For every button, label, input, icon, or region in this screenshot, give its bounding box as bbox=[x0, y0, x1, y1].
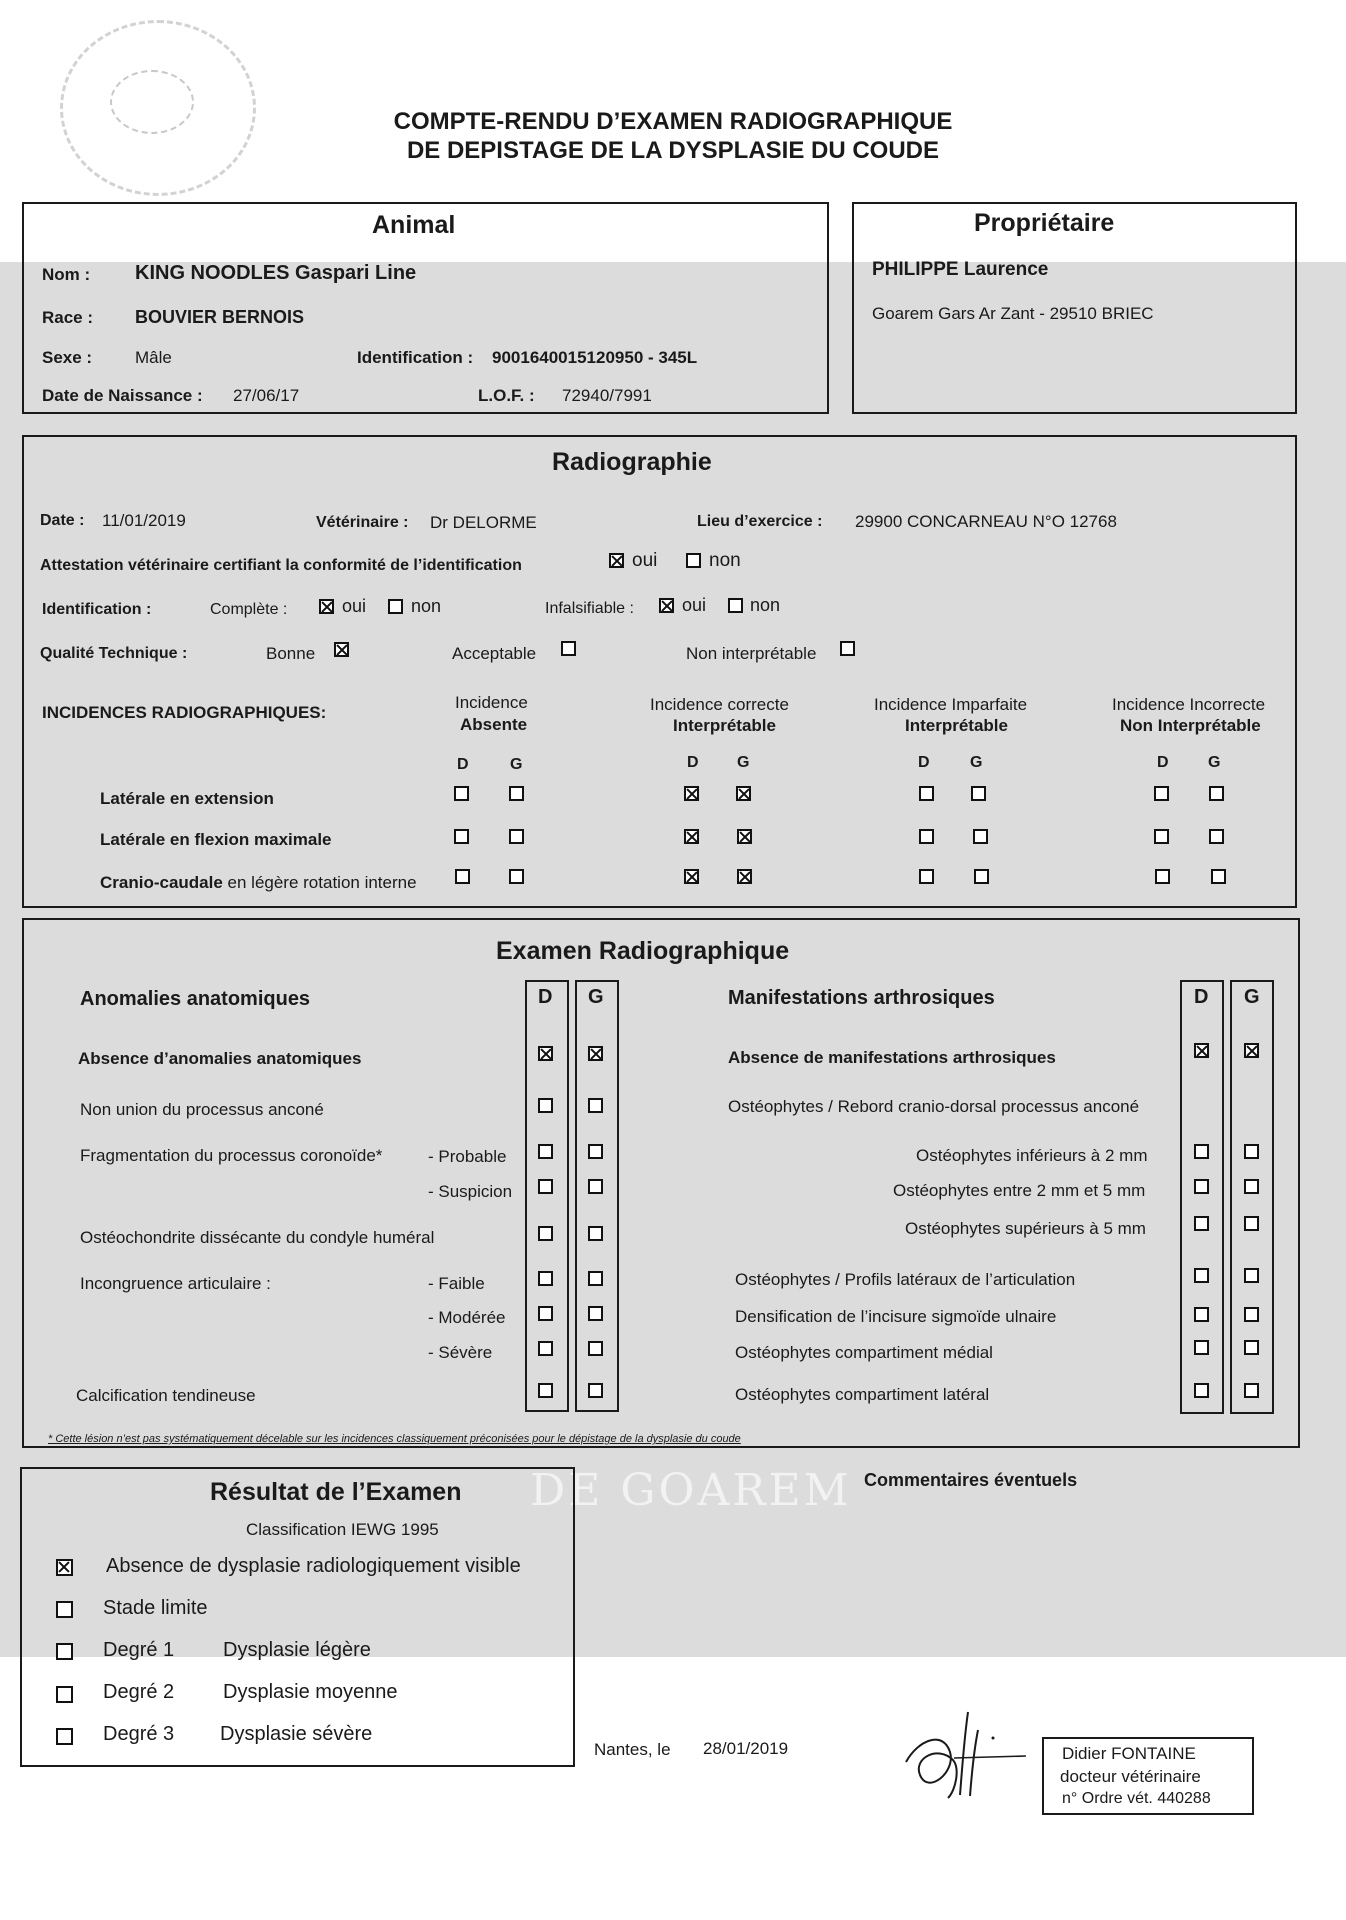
complete-non-label: non bbox=[411, 596, 442, 616]
sexe-label: Sexe : bbox=[42, 348, 93, 367]
moderee-label: - Modérée bbox=[428, 1308, 506, 1327]
qualite-label: Qualité Technique : bbox=[40, 645, 188, 662]
incidence-r1-imparfaite-g[interactable] bbox=[971, 786, 986, 801]
osteo-profils-g-checkbox[interactable] bbox=[1244, 1268, 1259, 1283]
osteochondrite-g-checkbox[interactable] bbox=[588, 1226, 603, 1241]
naissance-label: Date de Naissance : bbox=[42, 386, 203, 405]
densification-label: Densification de l’incisure sigmoïde ulnaire bbox=[735, 1307, 1057, 1326]
osteo-lateral-label: Ostéophytes compartiment latéral bbox=[735, 1385, 990, 1404]
resultat-degre1-checkbox[interactable] bbox=[56, 1643, 73, 1660]
handwritten-signature-icon bbox=[898, 1700, 1028, 1810]
calcification-label: Calcification tendineuse bbox=[76, 1386, 256, 1405]
osteo-inf2-label: Ostéophytes inférieurs à 2 mm bbox=[916, 1146, 1148, 1165]
densification-d-checkbox[interactable] bbox=[1194, 1307, 1209, 1322]
incidence-r2-incorrecte-g[interactable] bbox=[1209, 829, 1224, 844]
osteo-rebord-label: Ostéophytes / Rebord cranio-dorsal processus anconé bbox=[728, 1097, 1140, 1116]
osteo-profils-d-checkbox[interactable] bbox=[1194, 1268, 1209, 1283]
incidence-r1-incorrecte-g[interactable] bbox=[1209, 786, 1224, 801]
resultat-degre3-label: Degré 3 bbox=[103, 1723, 175, 1745]
dg-d-3: D bbox=[918, 754, 930, 771]
manifestations-d-header: D bbox=[1194, 986, 1209, 1008]
col-absente-l1: Incidence bbox=[455, 693, 528, 712]
radiographie-title: Radiographie bbox=[552, 448, 712, 476]
osteo-sup5-label: Ostéophytes supérieurs à 5 mm bbox=[905, 1219, 1146, 1238]
infalsifiable-label: Infalsifiable : bbox=[545, 600, 634, 617]
moderee-g-checkbox[interactable] bbox=[588, 1306, 603, 1321]
absence-anomalies-label: Absence d’anomalies anatomiques bbox=[78, 1049, 362, 1068]
resultat-degre1-label: Degré 1 bbox=[103, 1639, 175, 1661]
resultat-absence-checkbox[interactable] bbox=[56, 1559, 73, 1576]
signature-date: 28/01/2019 bbox=[703, 1739, 789, 1758]
severe-d-checkbox[interactable] bbox=[538, 1341, 553, 1356]
resultat-stade-limite-checkbox[interactable] bbox=[56, 1601, 73, 1618]
faible-d-checkbox[interactable] bbox=[538, 1271, 553, 1286]
nom-value: KING NOODLES Gaspari Line bbox=[135, 262, 417, 284]
animal-title: Animal bbox=[372, 211, 456, 239]
resultat-degre1-desc: Dysplasie légère bbox=[223, 1639, 371, 1661]
nom-label: Nom : bbox=[42, 265, 91, 284]
dg-d-4: D bbox=[1157, 754, 1169, 771]
date-value: 11/01/2019 bbox=[102, 511, 186, 530]
signature-lieu-date-label: Nantes, le bbox=[594, 1740, 671, 1759]
complete-label: Complète : bbox=[210, 601, 288, 618]
manifestations-title: Manifestations arthrosiques bbox=[728, 987, 995, 1009]
probable-label: - Probable bbox=[428, 1147, 507, 1166]
identification-row-label: Identification : bbox=[42, 601, 152, 618]
incidence-r2-imparfaite-g[interactable] bbox=[973, 829, 988, 844]
attestation-label: Attestation vétérinaire certifiant la conformité de l’identification bbox=[40, 557, 522, 574]
complete-oui-checkbox[interactable] bbox=[319, 599, 334, 614]
dg-d-1: D bbox=[457, 756, 469, 773]
race-label: Race : bbox=[42, 308, 94, 327]
sexe-value: Mâle bbox=[135, 348, 172, 367]
anomalies-d-header: D bbox=[538, 986, 553, 1008]
calcification-d-checkbox[interactable] bbox=[538, 1383, 553, 1398]
anomalies-title: Anomalies anatomiques bbox=[80, 988, 311, 1010]
osteo-medial-d-checkbox[interactable] bbox=[1194, 1340, 1209, 1355]
incidence-r1-correcte-d[interactable] bbox=[684, 786, 699, 801]
osteo-sup5-g-checkbox[interactable] bbox=[1244, 1216, 1259, 1231]
col-correcte-l2: Interprétable bbox=[673, 716, 776, 735]
resultat-degre2-desc: Dysplasie moyenne bbox=[223, 1681, 398, 1703]
incidence-r1-absente-g[interactable] bbox=[509, 786, 524, 801]
dg-g-4: G bbox=[1208, 754, 1221, 771]
veterinarian-name: Didier FONTAINE bbox=[1062, 1744, 1196, 1763]
incidence-r3-absente-d[interactable] bbox=[455, 869, 470, 884]
suspicion-g-checkbox[interactable] bbox=[588, 1179, 603, 1194]
proprietaire-title: Propriétaire bbox=[974, 209, 1115, 237]
incidence-r2-imparfaite-d[interactable] bbox=[919, 829, 934, 844]
identification-label: Identification : bbox=[357, 348, 474, 367]
col-imparfaite-l1: Incidence Imparfaite bbox=[874, 695, 1028, 714]
osteo-lateral-d-checkbox[interactable] bbox=[1194, 1383, 1209, 1398]
identification-value: 9001640015120950 - 345L bbox=[492, 348, 698, 367]
dg-g-3: G bbox=[970, 754, 983, 771]
incidence-r2-correcte-d[interactable] bbox=[684, 829, 699, 844]
classification-label: Classification IEWG 1995 bbox=[246, 1520, 439, 1539]
osteo-2-5-label: Ostéophytes entre 2 mm et 5 mm bbox=[893, 1181, 1146, 1200]
col-absente-l2: Absente bbox=[460, 715, 528, 734]
col-incorrecte-l2: Non Interprétable bbox=[1120, 716, 1261, 735]
lieu-value: 29900 CONCARNEAU N°O 12768 bbox=[855, 512, 1117, 531]
lof-label: L.O.F. : bbox=[478, 386, 535, 405]
incongruence-label: Incongruence articulaire : bbox=[80, 1274, 271, 1293]
probable-g-checkbox[interactable] bbox=[588, 1144, 603, 1159]
absence-manifestations-g-checkbox[interactable] bbox=[1244, 1043, 1259, 1058]
absence-manifestations-label: Absence de manifestations arthrosiques bbox=[728, 1048, 1056, 1067]
osteo-inf2-g-checkbox[interactable] bbox=[1244, 1144, 1259, 1159]
incidence-r1-absente-d[interactable] bbox=[454, 786, 469, 801]
incidence-r3-correcte-g[interactable] bbox=[737, 869, 752, 884]
col-incorrecte-l1: Incidence Incorrecte bbox=[1112, 695, 1266, 714]
suspicion-label: - Suspicion bbox=[428, 1182, 513, 1201]
fragmentation-label: Fragmentation du processus coronoïde* bbox=[80, 1146, 383, 1165]
veterinarian-ordre: n° Ordre vét. 440288 bbox=[1062, 1790, 1211, 1807]
resultat-title: Résultat de l’Examen bbox=[210, 1478, 462, 1506]
attestation-oui-label: oui bbox=[632, 550, 658, 571]
complete-oui-label: oui bbox=[342, 596, 367, 616]
lieu-label: Lieu d’exercice : bbox=[697, 513, 823, 530]
resultat-degre3-checkbox[interactable] bbox=[56, 1728, 73, 1745]
anomalies-g-header: G bbox=[588, 986, 604, 1008]
naissance-value: 27/06/17 bbox=[233, 386, 300, 405]
severe-g-checkbox[interactable] bbox=[588, 1341, 603, 1356]
col-correcte-l1: Incidence correcte bbox=[650, 695, 789, 714]
incidence-r3-correcte-d[interactable] bbox=[684, 869, 699, 884]
incidence-r3-incorrecte-g[interactable] bbox=[1211, 869, 1226, 884]
faible-label: - Faible bbox=[428, 1274, 485, 1293]
moderee-d-checkbox[interactable] bbox=[538, 1306, 553, 1321]
resultat-stade-limite-label: Stade limite bbox=[103, 1597, 208, 1619]
osteo-2-5-g-checkbox[interactable] bbox=[1244, 1179, 1259, 1194]
incidence-r1-imparfaite-d[interactable] bbox=[919, 786, 934, 801]
non-union-label: Non union du processus anconé bbox=[80, 1100, 324, 1119]
proprietaire-nom: PHILIPPE Laurence bbox=[872, 259, 1049, 280]
col-imparfaite-l2: Interprétable bbox=[905, 716, 1008, 735]
osteochondrite-d-checkbox[interactable] bbox=[538, 1226, 553, 1241]
proprietaire-adresse: Goarem Gars Ar Zant - 29510 BRIEC bbox=[872, 304, 1154, 323]
attestation-non-label: non bbox=[709, 550, 741, 571]
non-union-d-checkbox[interactable] bbox=[538, 1098, 553, 1113]
densification-g-checkbox[interactable] bbox=[1244, 1307, 1259, 1322]
osteo-2-5-d-checkbox[interactable] bbox=[1194, 1179, 1209, 1194]
resultat-absence-label: Absence de dysplasie radiologiquement visible bbox=[106, 1555, 521, 1577]
date-label: Date : bbox=[40, 512, 85, 529]
attestation-non-checkbox[interactable] bbox=[686, 553, 701, 568]
absence-anomalies-g-checkbox[interactable] bbox=[588, 1046, 603, 1061]
title-line-2: DE DEPISTAGE DE LA DYSPLASIE DU COUDE bbox=[406, 137, 940, 164]
qualite-bonne-label: Bonne bbox=[266, 644, 316, 663]
resultat-degre2-checkbox[interactable] bbox=[56, 1686, 73, 1703]
dg-g-2: G bbox=[737, 754, 750, 771]
veterinaire-label: Vétérinaire : bbox=[316, 514, 409, 531]
faible-g-checkbox[interactable] bbox=[588, 1271, 603, 1286]
osteo-sup5-d-checkbox[interactable] bbox=[1194, 1216, 1209, 1231]
attestation-oui-checkbox[interactable] bbox=[609, 553, 624, 568]
incidence-r3-imparfaite-g[interactable] bbox=[974, 869, 989, 884]
lof-value: 72940/7991 bbox=[562, 386, 652, 405]
probable-d-checkbox[interactable] bbox=[538, 1144, 553, 1159]
row-laterale-flexion-label: Latérale en flexion maximale bbox=[100, 830, 332, 849]
incidence-r2-correcte-g[interactable] bbox=[737, 829, 752, 844]
infalsifiable-oui-checkbox[interactable] bbox=[659, 598, 674, 613]
resultat-degre2-label: Degré 2 bbox=[103, 1681, 175, 1703]
infalsifiable-oui-label: oui bbox=[682, 595, 707, 615]
row-cranio-caudale-label: Cranio-caudale en légère rotation interne bbox=[100, 873, 417, 892]
veterinaire-value: Dr DELORME bbox=[430, 513, 537, 532]
row-laterale-extension-label: Latérale en extension bbox=[100, 789, 274, 808]
non-union-g-checkbox[interactable] bbox=[588, 1098, 603, 1113]
infalsifiable-non-checkbox[interactable] bbox=[728, 598, 743, 613]
qualite-non-interpretable-checkbox[interactable] bbox=[840, 641, 855, 656]
watermark-text: DE GOAREM bbox=[530, 1465, 852, 1516]
osteochondrite-label: Ostéochondrite dissécante du condyle huméral bbox=[80, 1228, 435, 1247]
osteo-medial-label: Ostéophytes compartiment médial bbox=[735, 1343, 993, 1362]
incidence-r2-absente-d[interactable] bbox=[454, 829, 469, 844]
qualite-acceptable-label: Acceptable bbox=[452, 644, 537, 663]
incidence-r1-incorrecte-d[interactable] bbox=[1154, 786, 1169, 801]
complete-non-checkbox[interactable] bbox=[388, 599, 403, 614]
qualite-acceptable-checkbox[interactable] bbox=[561, 641, 576, 656]
qualite-non-interpretable-label: Non interprétable bbox=[686, 644, 817, 663]
dg-d-2: D bbox=[687, 754, 699, 771]
dg-g-1: G bbox=[510, 756, 523, 773]
qualite-bonne-checkbox[interactable] bbox=[334, 642, 349, 657]
resultat-degre3-desc: Dysplasie sévère bbox=[220, 1723, 373, 1745]
title-line-1: COMPTE-RENDU D’EXAMEN RADIOGRAPHIQUE bbox=[393, 108, 953, 135]
osteo-medial-g-checkbox[interactable] bbox=[1244, 1340, 1259, 1355]
incidence-r3-incorrecte-d[interactable] bbox=[1155, 869, 1170, 884]
incidence-r2-absente-g[interactable] bbox=[509, 829, 524, 844]
incidence-r3-imparfaite-d[interactable] bbox=[919, 869, 934, 884]
incidence-r2-incorrecte-d[interactable] bbox=[1154, 829, 1169, 844]
absence-anomalies-d-checkbox[interactable] bbox=[538, 1046, 553, 1061]
examen-title: Examen Radiographique bbox=[496, 937, 790, 965]
incidences-label: INCIDENCES RADIOGRAPHIQUES: bbox=[42, 703, 327, 722]
osteo-inf2-d-checkbox[interactable] bbox=[1194, 1144, 1209, 1159]
race-value: BOUVIER BERNOIS bbox=[135, 307, 305, 327]
severe-label: - Sévère bbox=[428, 1343, 493, 1362]
calcification-g-checkbox[interactable] bbox=[588, 1383, 603, 1398]
commentaires-label: Commentaires éventuels bbox=[864, 1470, 1078, 1490]
osteo-profils-label: Ostéophytes / Profils latéraux de l’articulation bbox=[735, 1270, 1076, 1289]
footnote: * Cette lésion n’est pas systématiquement décelable sur les incidences classiquement préconisées pour le dépistage de la dysplasie du coude bbox=[48, 1433, 741, 1445]
absence-manifestations-d-checkbox[interactable] bbox=[1194, 1043, 1209, 1058]
manifestations-g-header: G bbox=[1244, 986, 1260, 1008]
infalsifiable-non-label: non bbox=[750, 595, 781, 615]
osteo-lateral-g-checkbox[interactable] bbox=[1244, 1383, 1259, 1398]
incidence-r1-correcte-g[interactable] bbox=[736, 786, 751, 801]
veterinarian-title: docteur vétérinaire bbox=[1060, 1767, 1201, 1786]
incidence-r3-absente-g[interactable] bbox=[509, 869, 524, 884]
suspicion-d-checkbox[interactable] bbox=[538, 1179, 553, 1194]
